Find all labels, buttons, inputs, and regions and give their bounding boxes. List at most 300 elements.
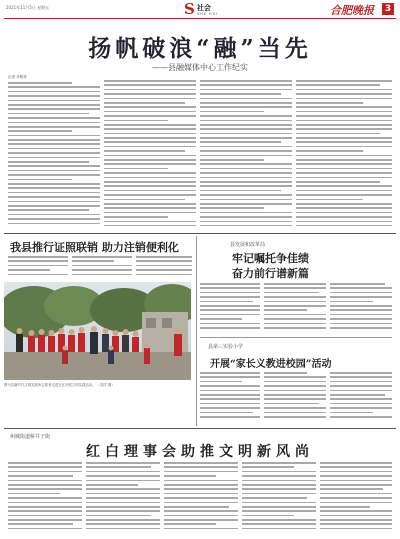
body-text-line: [200, 385, 260, 387]
body-text-line: [330, 394, 385, 396]
body-text-line: [264, 301, 326, 303]
left-story-col-1: [8, 256, 68, 280]
body-text-line: [264, 314, 326, 316]
body-text-line: [86, 523, 160, 525]
body-text-line: [86, 488, 160, 490]
body-text-line: [320, 510, 392, 512]
body-text-line: [200, 181, 292, 183]
body-text-line: [86, 528, 160, 530]
body-text-line: [86, 471, 160, 473]
right-top-headline-2: 奋力前行谱新篇: [232, 267, 309, 280]
lead-byline: 记者 尹路菲: [8, 75, 27, 79]
body-text-line: [320, 502, 392, 504]
body-text-line: [320, 493, 392, 495]
body-text-line: [164, 523, 216, 525]
lead-subheadline: ——县融媒体中心工作纪实: [152, 63, 248, 72]
body-text-line: [86, 510, 160, 512]
left-story-headline: 我县推行证照联销 助力注销便利化: [10, 241, 179, 254]
lead-body-col-2: [104, 80, 196, 230]
body-text-line: [8, 183, 100, 185]
body-text-line: [200, 327, 260, 329]
body-text-line: [330, 381, 392, 383]
body-text-line: [8, 95, 100, 97]
body-text-line: [104, 111, 196, 113]
body-text-line: [104, 102, 185, 104]
body-text-line: [164, 515, 238, 517]
body-text-line: [330, 283, 385, 285]
body-text-line: [330, 327, 392, 329]
bottom-headline: 红白理事会助推文明新风尚: [86, 444, 314, 460]
body-text-line: [200, 292, 260, 294]
body-text-line: [330, 398, 392, 400]
body-text-line: [86, 502, 160, 504]
body-text-line: [8, 86, 100, 88]
body-text-line: [104, 89, 196, 91]
body-text-line: [330, 372, 392, 374]
body-text-line: [200, 225, 292, 227]
body-text-line: [200, 412, 253, 414]
body-text-line: [200, 398, 260, 400]
body-text-line: [242, 475, 316, 477]
lead-body-col-1: [8, 82, 100, 230]
body-text-line: [8, 218, 100, 220]
body-text-line: [8, 201, 100, 203]
body-text-line: [200, 124, 292, 126]
body-text-line: [200, 301, 253, 303]
bottom-kicker: 州城街道桥井子街: [10, 434, 51, 440]
header-rule: [4, 18, 396, 19]
body-text-line: [200, 212, 292, 214]
body-text-line: [104, 225, 196, 227]
body-text-line: [104, 84, 196, 86]
body-text-line: [8, 148, 100, 150]
body-text-line: [296, 120, 392, 122]
body-text-line: [8, 139, 100, 141]
body-text-line: [264, 385, 326, 387]
body-text-line: [330, 416, 392, 418]
body-text-line: [264, 394, 326, 396]
body-text-line: [200, 102, 292, 104]
body-text-line: [8, 523, 73, 525]
body-text-line: [104, 212, 196, 214]
body-text-line: [104, 163, 196, 165]
body-text-line: [8, 214, 100, 216]
body-text-line: [8, 100, 100, 102]
body-text-line: [330, 301, 373, 303]
body-text-line: [264, 318, 326, 320]
body-text-line: [242, 528, 316, 530]
body-text-line: [296, 221, 392, 223]
right-mid-col-1: [200, 372, 260, 424]
right-mid-kicker: 县第三实验小学: [208, 344, 244, 350]
body-text-line: [320, 506, 370, 508]
body-text-line: [242, 471, 316, 473]
body-text-line: [164, 471, 238, 473]
body-text-line: [200, 168, 292, 170]
body-text-line: [296, 115, 392, 117]
body-text-line: [296, 133, 380, 135]
body-text-line: [296, 185, 392, 187]
body-text-line: [264, 407, 326, 409]
body-text-line: [164, 493, 238, 495]
body-text-line: [242, 515, 294, 517]
section-letter: S: [184, 0, 195, 18]
body-text-line: [8, 192, 100, 194]
body-text-line: [104, 181, 196, 183]
body-text-line: [200, 407, 260, 409]
body-text-line: [296, 89, 392, 91]
body-text-line: [86, 497, 160, 499]
body-text-line: [264, 323, 326, 325]
body-text-line: [200, 84, 292, 86]
body-text-line: [296, 163, 392, 165]
body-text-line: [296, 137, 392, 139]
body-text-line: [200, 111, 264, 113]
body-text-line: [200, 207, 264, 209]
page-header: [0, 0, 400, 18]
body-text-line: [320, 484, 392, 486]
body-text-line: [104, 221, 196, 223]
newspaper-masthead: 合肥晚报: [330, 4, 374, 17]
body-text-line: [296, 172, 392, 174]
body-text-line: [320, 523, 392, 525]
body-text-line: [200, 390, 260, 392]
body-text-line: [200, 194, 292, 196]
body-text-line: [242, 488, 316, 490]
body-text-line: [8, 82, 72, 84]
right-mid-col-2: [264, 372, 326, 424]
body-text-line: [8, 506, 82, 508]
body-text-line: [8, 196, 100, 198]
body-text-line: [200, 203, 292, 205]
body-text-line: [86, 484, 138, 486]
body-text-line: [86, 515, 151, 517]
body-text-line: [104, 133, 196, 135]
body-text-line: [104, 168, 168, 170]
news-photo: [4, 282, 191, 380]
body-text-line: [200, 106, 292, 108]
body-text-line: [8, 274, 68, 276]
body-text-line: [8, 510, 82, 512]
body-text-line: [200, 309, 260, 311]
body-text-line: [8, 174, 100, 176]
body-text-line: [320, 462, 392, 464]
left-story-col-2: [72, 256, 132, 280]
body-text-line: [200, 89, 292, 91]
body-text-line: [200, 137, 292, 139]
body-text-line: [86, 475, 160, 477]
body-text-line: [200, 381, 242, 383]
body-text-line: [330, 376, 392, 378]
right-mid-headline: 开展“家长义教进校园”活动: [210, 359, 332, 370]
body-text-line: [8, 104, 100, 106]
body-text-line: [200, 283, 260, 285]
body-text-line: [320, 519, 392, 521]
page-number: 3: [382, 3, 394, 15]
body-text-line: [296, 80, 392, 82]
body-text-line: [264, 287, 326, 289]
section-title-en: SHE HUI: [196, 11, 219, 16]
body-text-line: [8, 462, 82, 464]
body-text-line: [136, 260, 192, 262]
body-text-line: [72, 260, 114, 262]
body-text-line: [164, 462, 238, 464]
body-text-line: [104, 115, 196, 117]
column-divider: [196, 236, 197, 426]
body-text-line: [296, 216, 392, 218]
body-text-line: [8, 269, 50, 271]
body-text-line: [104, 216, 168, 218]
body-text-line: [8, 122, 100, 124]
body-text-line: [104, 155, 196, 157]
bottom-col-2: [86, 462, 160, 534]
body-text-line: [330, 385, 392, 387]
body-text-line: [242, 519, 316, 521]
body-text-line: [86, 480, 160, 482]
body-text-line: [296, 106, 392, 108]
body-text-line: [242, 502, 316, 504]
body-text-line: [320, 528, 392, 530]
body-text-line: [296, 181, 380, 183]
body-text-line: [164, 510, 238, 512]
body-text-line: [296, 128, 392, 130]
body-text-line: [8, 126, 100, 128]
body-text-line: [242, 466, 294, 468]
body-text-line: [104, 93, 196, 95]
body-text-line: [200, 150, 292, 152]
body-text-line: [320, 497, 392, 499]
body-text-line: [264, 309, 307, 311]
body-text-line: [200, 314, 260, 316]
body-text-line: [200, 318, 242, 320]
body-text-line: [104, 199, 185, 201]
body-text-line: [104, 137, 196, 139]
lead-body-col-3: [200, 80, 292, 230]
body-text-line: [320, 466, 392, 468]
body-text-line: [8, 515, 82, 517]
body-text-line: [164, 488, 238, 490]
body-text-line: [264, 412, 326, 414]
right-mid-col-3: [330, 372, 392, 424]
body-text-line: [200, 416, 260, 418]
body-text-line: [8, 480, 82, 482]
body-text-line: [8, 484, 82, 486]
body-text-line: [320, 515, 392, 517]
body-text-line: [320, 488, 383, 490]
body-text-line: [264, 390, 326, 392]
body-text-line: [86, 506, 160, 508]
body-text-line: [264, 403, 319, 405]
body-text-line: [200, 141, 281, 143]
body-text-line: [8, 466, 82, 468]
body-text-line: [104, 207, 196, 209]
body-text-line: [242, 484, 316, 486]
bottom-col-1: [8, 462, 82, 534]
body-text-line: [8, 143, 100, 145]
body-text-line: [8, 502, 82, 504]
bottom-divider: [4, 428, 396, 429]
body-text-line: [86, 466, 151, 468]
body-text-line: [330, 318, 392, 320]
right-divider: [200, 337, 392, 338]
body-text-line: [200, 128, 292, 130]
body-text-line: [104, 190, 196, 192]
body-text-line: [200, 376, 260, 378]
body-text-line: [296, 190, 392, 192]
body-text-line: [200, 199, 292, 201]
body-text-line: [200, 221, 292, 223]
volunteers-photo: [4, 282, 191, 380]
body-text-line: [330, 287, 392, 289]
body-text-line: [164, 528, 238, 530]
lead-headline: 扬帆破浪“融”当先: [88, 35, 312, 62]
body-text-line: [200, 394, 260, 396]
right-top-headline-1: 牢记嘱托争佳绩: [232, 252, 309, 265]
body-text-line: [296, 111, 392, 113]
body-text-line: [8, 117, 100, 119]
body-text-line: [104, 185, 196, 187]
body-text-line: [320, 475, 392, 477]
body-text-line: [200, 146, 292, 148]
body-text-line: [104, 80, 196, 82]
body-text-line: [200, 190, 281, 192]
body-text-line: [296, 212, 392, 214]
body-text-line: [86, 493, 160, 495]
body-text-line: [8, 528, 82, 530]
body-text-line: [330, 309, 392, 311]
body-text-line: [330, 292, 392, 294]
body-text-line: [200, 80, 292, 82]
body-text-line: [104, 141, 196, 143]
body-text-line: [72, 269, 132, 271]
body-text-line: [296, 141, 392, 143]
body-text-line: [164, 497, 238, 499]
body-text-line: [104, 177, 196, 179]
bottom-col-3: [164, 462, 238, 534]
photo-credit: （刘洋 摄）: [96, 383, 115, 387]
body-text-line: [72, 265, 132, 267]
body-text-line: [296, 168, 392, 170]
body-text-line: [164, 506, 229, 508]
body-text-line: [296, 146, 392, 148]
body-text-line: [8, 223, 100, 225]
body-text-line: [264, 292, 319, 294]
body-text-line: [242, 523, 316, 525]
body-text-line: [164, 475, 216, 477]
body-text-line: [296, 159, 392, 161]
body-text-line: [264, 381, 326, 383]
body-text-line: [242, 462, 316, 464]
right-top-kicker: 县发展和改革局: [230, 242, 266, 248]
lead-body-col-4: [296, 80, 392, 230]
body-text-line: [264, 327, 326, 329]
body-text-line: [200, 177, 292, 179]
body-text-line: [200, 296, 260, 298]
body-text-line: [330, 323, 392, 325]
body-text-line: [86, 519, 160, 521]
body-text-line: [136, 256, 192, 258]
photo-caption: [4, 383, 191, 388]
body-text-line: [104, 203, 196, 205]
body-text-line: [200, 172, 292, 174]
body-text-line: [8, 165, 100, 167]
body-text-line: [8, 108, 100, 110]
body-text-line: [164, 480, 238, 482]
body-text-line: [104, 159, 196, 161]
body-text-line: [104, 146, 196, 148]
body-text-line: [8, 471, 82, 473]
body-text-line: [296, 84, 380, 86]
right-top-col-2: [264, 283, 326, 333]
bottom-col-5: [320, 462, 392, 534]
body-text-line: [200, 163, 292, 165]
body-text-line: [200, 93, 281, 95]
left-story-col-3: [136, 256, 192, 280]
body-text-line: [164, 519, 238, 521]
body-text-line: [104, 150, 185, 152]
body-text-line: [296, 93, 392, 95]
body-text-line: [296, 177, 392, 179]
body-text-line: [136, 274, 192, 276]
body-text-line: [8, 475, 73, 477]
body-text-line: [264, 283, 326, 285]
body-text-line: [164, 466, 238, 468]
body-text-line: [8, 135, 100, 137]
body-text-line: [296, 155, 392, 157]
body-text-line: [330, 412, 373, 414]
body-text-line: [296, 98, 392, 100]
body-text-line: [86, 462, 160, 464]
body-text-line: [8, 179, 72, 181]
body-text-line: [330, 390, 392, 392]
body-text-line: [72, 256, 132, 258]
body-text-line: [200, 115, 292, 117]
body-text-line: [200, 98, 292, 100]
body-text-line: [330, 296, 392, 298]
section-divider: [4, 233, 396, 234]
body-text-line: [242, 493, 316, 495]
body-text-line: [200, 305, 260, 307]
body-text-line: [296, 203, 392, 205]
body-text-line: [8, 113, 89, 115]
body-text-line: [104, 128, 196, 130]
body-text-line: [296, 150, 363, 152]
body-text-line: [200, 323, 260, 325]
body-text-line: [296, 207, 392, 209]
body-text-line: [200, 185, 292, 187]
body-text-line: [8, 209, 89, 211]
body-text-line: [200, 120, 292, 122]
body-text-line: [8, 130, 72, 132]
body-text-line: [136, 269, 192, 271]
body-text-line: [200, 287, 260, 289]
body-text-line: [264, 398, 326, 400]
body-text-line: [72, 274, 132, 276]
body-text-line: [8, 170, 100, 172]
body-text-line: [330, 407, 392, 409]
body-text-line: [296, 199, 363, 201]
body-text-line: [330, 305, 392, 307]
body-text-line: [296, 102, 363, 104]
body-text-line: [164, 484, 238, 486]
body-text-line: [104, 194, 196, 196]
body-text-line: [330, 403, 392, 405]
body-text-line: [200, 155, 292, 157]
bottom-col-4: [242, 462, 316, 534]
body-text-line: [8, 497, 82, 499]
body-text-line: [8, 205, 100, 207]
body-text-line: [320, 480, 392, 482]
